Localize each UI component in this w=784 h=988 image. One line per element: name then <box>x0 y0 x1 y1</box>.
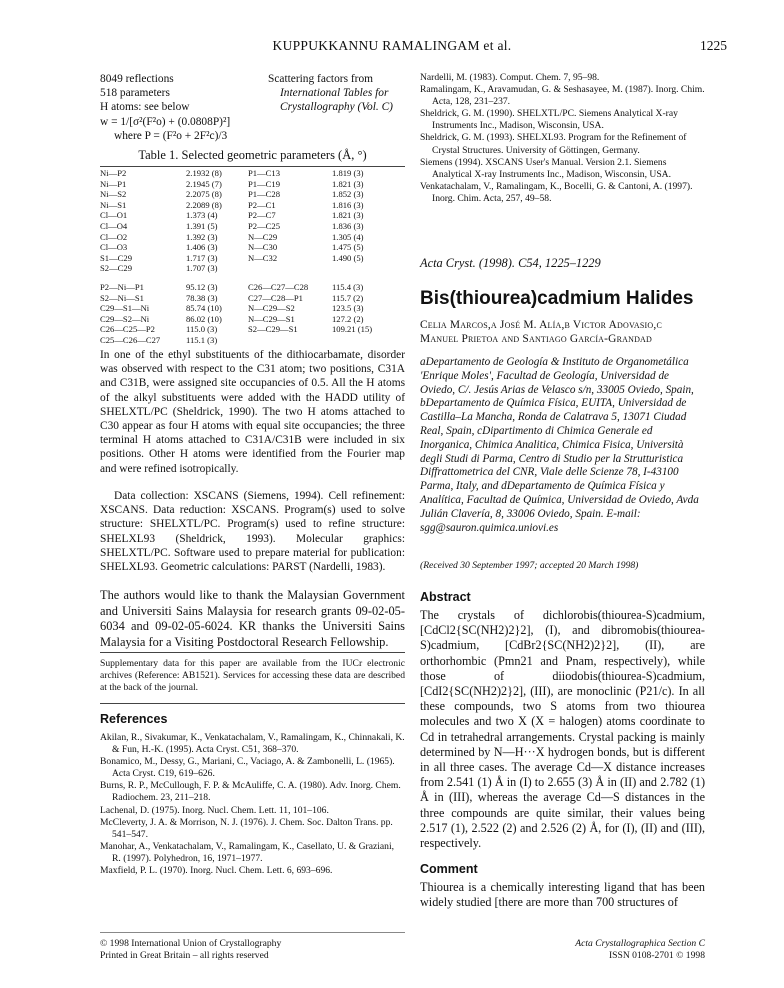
reference-item: Bonamico, M., Dessy, G., Mariani, C., Vaciago, A. & Zambonelli, L. (1965). Acta Cryst. C19, 619–626. <box>100 756 395 780</box>
atom-label: P2—Ni—P1 <box>100 281 144 292</box>
param-value: 95.12 (3) <box>186 281 218 292</box>
param-value: 2.1945 (7) <box>186 178 222 189</box>
refinement-params <box>100 72 270 143</box>
param-value: 78.38 (3) <box>186 292 218 303</box>
atom-label: P2—C25 <box>248 220 280 231</box>
parameters-count: 518 parameters <box>100 87 170 100</box>
param-value: 123.5 (3) <box>332 303 364 314</box>
table-row <box>100 253 392 264</box>
weighting-scheme: w = 1/[σ²(F²o) + (0.0808P)²] <box>100 115 231 128</box>
param-value: 1.406 (3) <box>186 242 218 253</box>
param-value: 127.2 (2) <box>332 313 364 324</box>
atom-label: Ni—S2 <box>100 189 127 200</box>
disorder-paragraph: In one of the ethyl substituents of the dithiocarbamate, disorder was observed with respect to the C31 atom; two positions, C31A and C31B, were assigned site occupancies of 0.5. All the H atoms of the alkyl substituents were added with the HADD utility of SHELXTL/PC (Sheldrick, 1990). The two H atoms attached to C30 appear as four H atoms with equal site occupancies; the three terminal H atoms attached to C31A/C31B were included in six positions. Other H atoms were identified from the Fourier map and were refined isotropically. <box>100 349 405 475</box>
table-row <box>100 242 392 253</box>
param-value: 115.4 (3) <box>332 281 364 292</box>
atom-label: S2—C29 <box>100 263 132 274</box>
param-value: 1.821 (3) <box>332 178 364 189</box>
param-value: 1.836 (3) <box>332 220 364 231</box>
atom-label: C29—S2—Ni <box>100 313 150 324</box>
atom-label: N—C29 <box>248 231 278 242</box>
param-value: 1.392 (3) <box>186 231 218 242</box>
reference-item: McCleverty, J. A. & Morrison, N. J. (1976). J. Chem. Soc. Dalton Trans. pp. 541–547. <box>100 816 393 840</box>
data-collection-paragraph: Data collection: XSCANS (Siemens, 1994). Cell refinement: XSCANS. Data reduction: XSCANS. Program(s) used to solve structure: SHELXTL/PC. Program(s) used to refine structure: SHELXL93 (Sheldrick, 1993). Molecular graphics: SHELXTL/PC. Software used to prepare material for publication: SHELXL93. Geometric calculations: PARST (Nardelli, 1983). <box>100 490 405 574</box>
atom-label: N—C32 <box>248 252 278 263</box>
reference-item: Siemens (1994). XSCANS User's Manual. Version 2.1. Siemens Analytical X-ray Instruments Inc., Madison, Wisconsin, USA. <box>420 156 671 180</box>
param-value: 1.305 (4) <box>332 231 364 242</box>
abstract-heading: Abstract <box>420 590 471 604</box>
received-dates: (Received 30 September 1997; accepted 20 March 1998) <box>420 560 639 571</box>
supplementary-note: Supplementary data for this paper are available from the IUCr electronic archives (Reference: AB1521). Services for accessing these data are described at the back of the journal. <box>100 658 405 694</box>
table1 <box>100 168 392 346</box>
param-value: 2.2089 (8) <box>186 199 222 210</box>
reference-item: Ramalingam, K., Aravamudan, G. & Seshasayee, M. (1987). Inorg. Chim. Acta, 128, 231–237. <box>420 84 705 108</box>
atom-label: P1—C19 <box>248 178 280 189</box>
reference-item: Burns, R. P., McCullough, F. P. & McAuliffe, C. A. (1980). Adv. Inorg. Chem. Radiochem. 23, 211–218. <box>100 780 401 804</box>
page-number: 1225 <box>700 38 727 53</box>
atom-label: P1—C13 <box>248 168 280 178</box>
atom-label: Ni—S1 <box>100 199 127 210</box>
table-row <box>100 293 392 304</box>
table-row <box>100 314 392 325</box>
table-row <box>100 200 392 211</box>
scattering-line-2: International Tables for <box>280 87 389 100</box>
atom-label: P1—C28 <box>248 189 280 200</box>
atom-label: Ni—P2 <box>100 168 127 178</box>
article-citation: Acta Cryst. (1998). C54, 1225–1229 <box>420 256 601 270</box>
atom-label <box>248 263 332 274</box>
table-row <box>100 324 392 335</box>
param-value: 1.707 (3) <box>186 263 218 274</box>
reference-item: Venkatachalam, V., Ramalingam, K., Bocelli, G. & Cantoni, A. (1997). Inorg. Chim. Acta, 257, 49–58. <box>420 180 693 204</box>
param-value: 1.717 (3) <box>186 252 218 263</box>
issn: ISSN 0108-2701 © 1998 <box>608 950 705 962</box>
bond-angles-table <box>100 282 392 346</box>
article-title: Bis(thiourea)cadmium Halides <box>420 288 694 309</box>
atom-label: C26—C27—C28 <box>248 281 309 292</box>
reflections-count: 8049 reflections <box>100 73 174 85</box>
table-row <box>100 282 392 293</box>
atom-label <box>248 335 332 346</box>
references-list-continued <box>420 72 705 205</box>
reference-item: Akilan, R., Sivakumar, K., Venkatachalam, V., Ramalingam, K., Chinnakali, K. & Fun, H.-K. (1995). Acta Cryst. C51, 368–370. <box>100 732 405 756</box>
param-value: 115.1 (3) <box>186 334 218 345</box>
table-row <box>100 303 392 314</box>
reference-item: Nardelli, M. (1983). Comput. Chem. 7, 95–98. <box>420 72 600 83</box>
param-value: 1.475 (5) <box>332 242 364 253</box>
param-value <box>332 263 392 274</box>
atom-label: C26—C25—P2 <box>100 324 155 335</box>
param-value: 1.852 (3) <box>332 189 364 200</box>
footer-left <box>100 938 405 962</box>
reference-item: Maxfield, P. L. (1970). Inorg. Nucl. Chem. Lett. 6, 693–696. <box>100 865 333 877</box>
authors-line-2: Manuel Prietoa and Santiago García-Grandad <box>420 333 653 346</box>
atom-label: S2—C29—S1 <box>248 324 298 335</box>
copyright: © 1998 International Union of Crystallography <box>100 938 282 949</box>
atom-label: P2—C1 <box>248 199 276 210</box>
reference-item: Sheldrick, G. M. (1993). SHELXL93. Program for the Refinement of Crystal Structures. University of Göttingen, Germany. <box>420 132 687 156</box>
atom-label: N—C30 <box>248 242 278 253</box>
table-row <box>100 232 392 243</box>
running-title: KUPPUKKANNU RAMALINGAM et al. <box>272 38 512 53</box>
scattering-line-1: Scattering factors from <box>268 73 374 85</box>
footer-right <box>420 938 705 962</box>
table-row <box>100 210 392 221</box>
table-row <box>100 335 392 346</box>
atom-label: P2—C7 <box>248 210 276 221</box>
references-list <box>100 732 405 877</box>
references-heading: References <box>100 712 168 726</box>
param-value: 115.7 (2) <box>332 292 364 303</box>
affiliations: aDepartamento de Geología & Instituto de Organometálica 'Enrique Moles', Facultad de Geología, Universidad de Oviedo, C/. Jesús Arias de Velasco s/n, 33005 Oviedo, Spain, bDepartamento de Química Física, EUITA, Universidad de Castilla–La Mancha, Ronda de Calatrava 5, 13071 Ciudad Real, Spain, cDipartimento di Chimica Generale ed Inorganica, Chimica Analitica, Chimica Fisica, Università degli Studi di Parma, Centro di Studio per la Strutturistica Diffrattometrica del CNR, Viale delle Scienze 78, I-43100 Parma, Italy, and dDepartamento de Química Física y Analítica, Facultad de Química, Universidad de Oviedo, Avda Julián Clavería, 8, 33006 Oviedo, Spain. E-mail: sgg@sauron.quimica.uniovi.es <box>420 356 699 534</box>
param-value: 1.819 (3) <box>332 168 364 178</box>
acknowledgement: The authors would like to thank the Malaysian Government and Universiti Sains Malaysia for research grants 09-02-05-6034 and 09-02-05-6024. KR thanks the Universiti Sains Malaysia for a Visiting Postdoctoral Research Fellowship. <box>100 588 405 649</box>
table-row <box>100 179 392 190</box>
atom-label: S1—C29 <box>100 252 132 263</box>
param-value: 1.391 (5) <box>186 220 218 231</box>
param-value: 86.02 (10) <box>186 313 222 324</box>
table-top-rule <box>100 166 405 167</box>
atom-label: Cl—O1 <box>100 210 128 221</box>
param-value <box>332 335 392 346</box>
h-atoms-note: H atoms: see below <box>100 101 190 114</box>
atom-label: Cl—O4 <box>100 220 128 231</box>
comment-heading: Comment <box>420 862 478 876</box>
table-row <box>100 168 392 179</box>
atom-label: S2—Ni—S1 <box>100 292 144 303</box>
param-value: 115.0 (3) <box>186 324 218 335</box>
reference-item: Sheldrick, G. M. (1990). SHELXTL/PC. Siemens Analytical X-ray Instruments Inc., Madison, Wisconsin, USA. <box>420 108 678 132</box>
scattering-line-3: Crystallography (Vol. C) <box>280 101 393 114</box>
param-value: 2.2075 (8) <box>186 189 222 200</box>
printed-in: Printed in Great Britain – all rights reserved <box>100 950 269 962</box>
atom-label: N—C29—S1 <box>248 313 295 324</box>
param-value: 1.490 (5) <box>332 252 364 263</box>
param-value: 1.373 (4) <box>186 210 218 221</box>
param-value: 85.74 (10) <box>186 303 222 314</box>
param-value: 1.821 (3) <box>332 210 364 221</box>
reference-item: Lachenal, D. (1975). Inorg. Nucl. Chem. Lett. 11, 101–106. <box>100 804 329 816</box>
reference-item: Manohar, A., Venkatachalam, V., Ramalingam, K., Casellato, U. & Graziani, R. (1997). Polyhedron, 16, 1971–1977. <box>100 840 395 864</box>
table-row <box>100 221 392 232</box>
param-value: 2.1932 (8) <box>186 168 222 178</box>
table-row <box>100 263 392 274</box>
atom-label: N—C29—S2 <box>248 303 295 314</box>
scattering-factors <box>268 72 408 115</box>
journal-name: Acta Crystallographica Section C <box>575 938 705 949</box>
weighting-where: where P = (F²o + 2F²c)/3 <box>114 129 228 142</box>
comment-text: Thiourea is a chemically interesting ligand that has been widely studied [there are more than 700 structures of <box>420 880 705 910</box>
table1-title: Table 1. Selected geometric parameters (Å, °) <box>138 148 367 162</box>
table-row <box>100 189 392 200</box>
atom-label: Cl—O3 <box>100 242 128 253</box>
bond-lengths-table <box>100 168 392 274</box>
param-value: 1.816 (3) <box>332 199 364 210</box>
article-authors <box>420 318 705 346</box>
atom-label: Ni—P1 <box>100 178 127 189</box>
supp-bottom-rule <box>100 703 405 704</box>
authors-line-1: Celia Marcos,a José M. Alía,b Victor Adovasio,c <box>420 319 662 331</box>
footer-rule <box>100 932 405 933</box>
atom-label: C29—S1—Ni <box>100 303 150 314</box>
supp-top-rule <box>100 652 405 653</box>
param-value: 109.21 (15) <box>332 324 373 335</box>
abstract-text: The crystals of dichlorobis(thiourea-S)cadmium, [CdCl2{SC(NH2)2}2], (I), and dibromobis(thiourea-S)cadmium, [CdBr2{SC(NH2)2}2], (II), are orthorhombic (Pmn21 and Pnam, respectively), while those of diiodobis(thiourea-S)cadmium, [CdI2{SC(NH2)2}2], (III), are monoclinic (P21/c). In all these compounds, two S atoms from two thiourea molecules and two X (X = halogen) atoms coordinate to Cd in tetrahedral arrangements. Crystal packing is mainly determined by N—H···X hydrogen bonds, but is different in all three cases. The average Cd—X distance increases from 2.541 (1) Å in (I) to 2.655 (3) Å in (II) and 2.782 (1) Å in (III), whereas the average Cd—S distances in the three compounds are quite similar, their values being 2.517 (1), 2.522 (2) and 2.526 (2) Å, for (I), (II) and (III), respectively. <box>420 608 705 851</box>
atom-label: C27—C28—P1 <box>248 292 303 303</box>
atom-label: C25—C26—C27 <box>100 334 161 345</box>
atom-label: Cl—O2 <box>100 231 128 242</box>
